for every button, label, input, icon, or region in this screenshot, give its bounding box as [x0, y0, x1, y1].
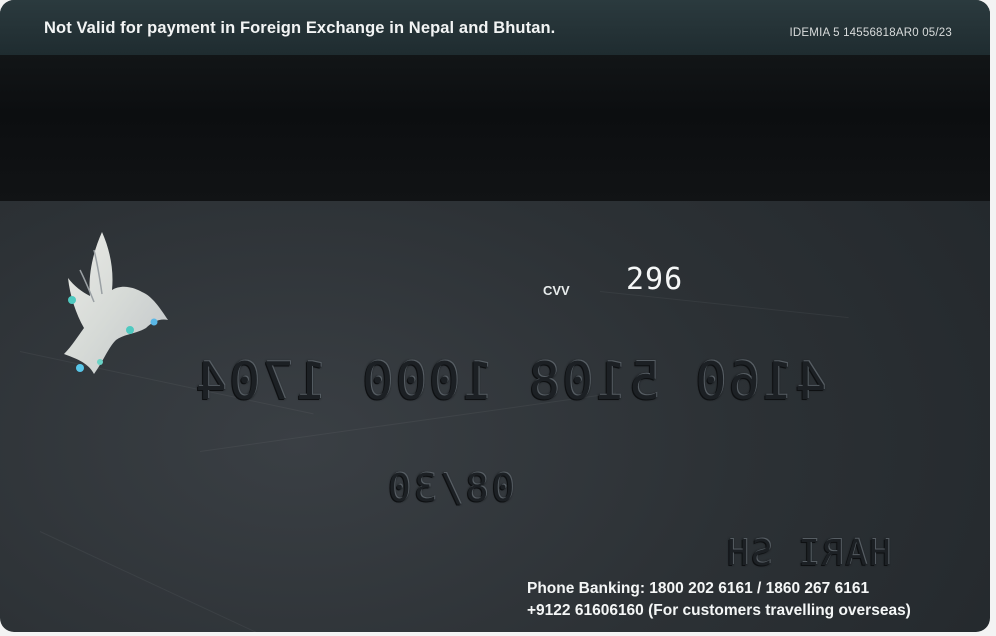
cvv-label: CVV — [543, 283, 570, 298]
manufacturer-code: IDEMIA 5 14556818AR0 05/23 — [789, 27, 952, 39]
embossed-expiry: 08/30 — [385, 466, 515, 510]
top-band — [0, 0, 990, 55]
phone-line-2: +9122 61606160 (For customers travelling overseas) — [527, 602, 911, 619]
phone-line-1: Phone Banking: 1800 202 6161 / 1860 267 6161 — [527, 580, 870, 597]
phone-banking-info — [527, 578, 911, 622]
cvv-value: 296 — [626, 262, 684, 297]
magnetic-stripe — [0, 55, 990, 201]
embossed-card-number: 4160 5108 1000 1704 — [193, 352, 827, 412]
disclaimer-text: Not Valid for payment in Foreign Exchange in Nepal and Bhutan. — [44, 19, 556, 37]
background-edge — [990, 0, 996, 636]
embossed-name: HARI SH — [725, 533, 891, 574]
